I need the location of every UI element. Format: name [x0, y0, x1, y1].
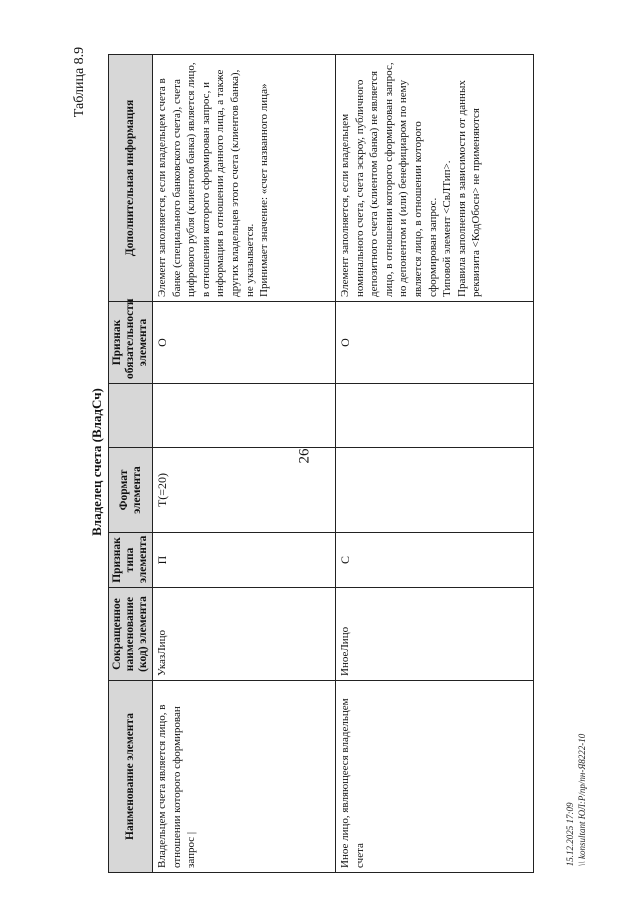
table-row — [336, 55, 534, 873]
column-header-empty — [109, 384, 153, 448]
cell-element-name: Владельцем счета является лицо, в отношении которого сформирован запрос | — [153, 681, 336, 873]
elements-table — [108, 54, 534, 873]
column-header-type: Признак типа элемента — [109, 533, 153, 588]
table-label: Таблица 8.9 — [72, 46, 87, 118]
column-header-info: Дополнительная информация — [109, 55, 153, 302]
column-header-required: Признак обязательности элемента — [109, 302, 153, 384]
info-paragraph: Правила заполнения в зависимости от данных реквизита <КодОбосн> не применяются — [455, 80, 483, 297]
table-row — [153, 55, 336, 873]
cell-element-type: П — [153, 533, 336, 588]
cell-element-format: T(=20) — [153, 448, 336, 533]
info-paragraph: Типовой элемент <СвЛТип>. — [441, 160, 454, 297]
column-header-format: Формат элемента — [109, 448, 153, 533]
table-header-row — [109, 55, 153, 873]
column-header-name: Наименование элемента — [109, 681, 153, 873]
page-number: 26 — [296, 448, 313, 464]
cell-info — [153, 55, 336, 302]
info-paragraph: Принимает значение: «счет названного лица» — [258, 83, 271, 297]
cell-element-code: УказЛицо — [153, 588, 336, 681]
cell-element-name: Иное лицо, являющееся владельцем счета — [336, 681, 534, 873]
cell-element-type: С — [336, 533, 534, 588]
cell-empty — [153, 384, 336, 448]
cell-element-code: ИноеЛицо — [336, 588, 534, 681]
cell-required: О — [153, 302, 336, 384]
footer-path: \\ konsultant ЮЛ:Р/пр/пн-Я8222-10 — [577, 733, 587, 867]
cell-empty — [336, 384, 534, 448]
table-title: Владелец счета (ВладСч) — [89, 388, 104, 536]
cell-info — [336, 55, 534, 302]
footer-stamp — [564, 734, 588, 867]
column-header-code: Сокращенное наименование (код) элемента — [109, 588, 153, 681]
footer-timestamp: 15.12.2025 17:09 — [565, 802, 575, 867]
cell-element-format — [336, 448, 534, 533]
cell-required: О — [336, 302, 534, 384]
info-paragraph: Элемент заполняется, если владельцем номинального счета, счета эскроу, публичного депозитного счета (клиентом банка) не является лицо, в отношении которого сформирован запрос, но депонентом и (или) бенефициаром по нему является лицо, в отношении которого сформирован запрос. — [339, 62, 439, 297]
table-container — [108, 55, 534, 873]
info-paragraph: Элемент заполняется, если владельцем счета в банке (специального банковского счета), счета цифрового рубля (клиентом банка) является лицо, в отношении которого сформирован запрос, и информация в отношении данного лица, а также других владельцев этого счета (клиентов банка), не указывается. — [156, 62, 256, 297]
